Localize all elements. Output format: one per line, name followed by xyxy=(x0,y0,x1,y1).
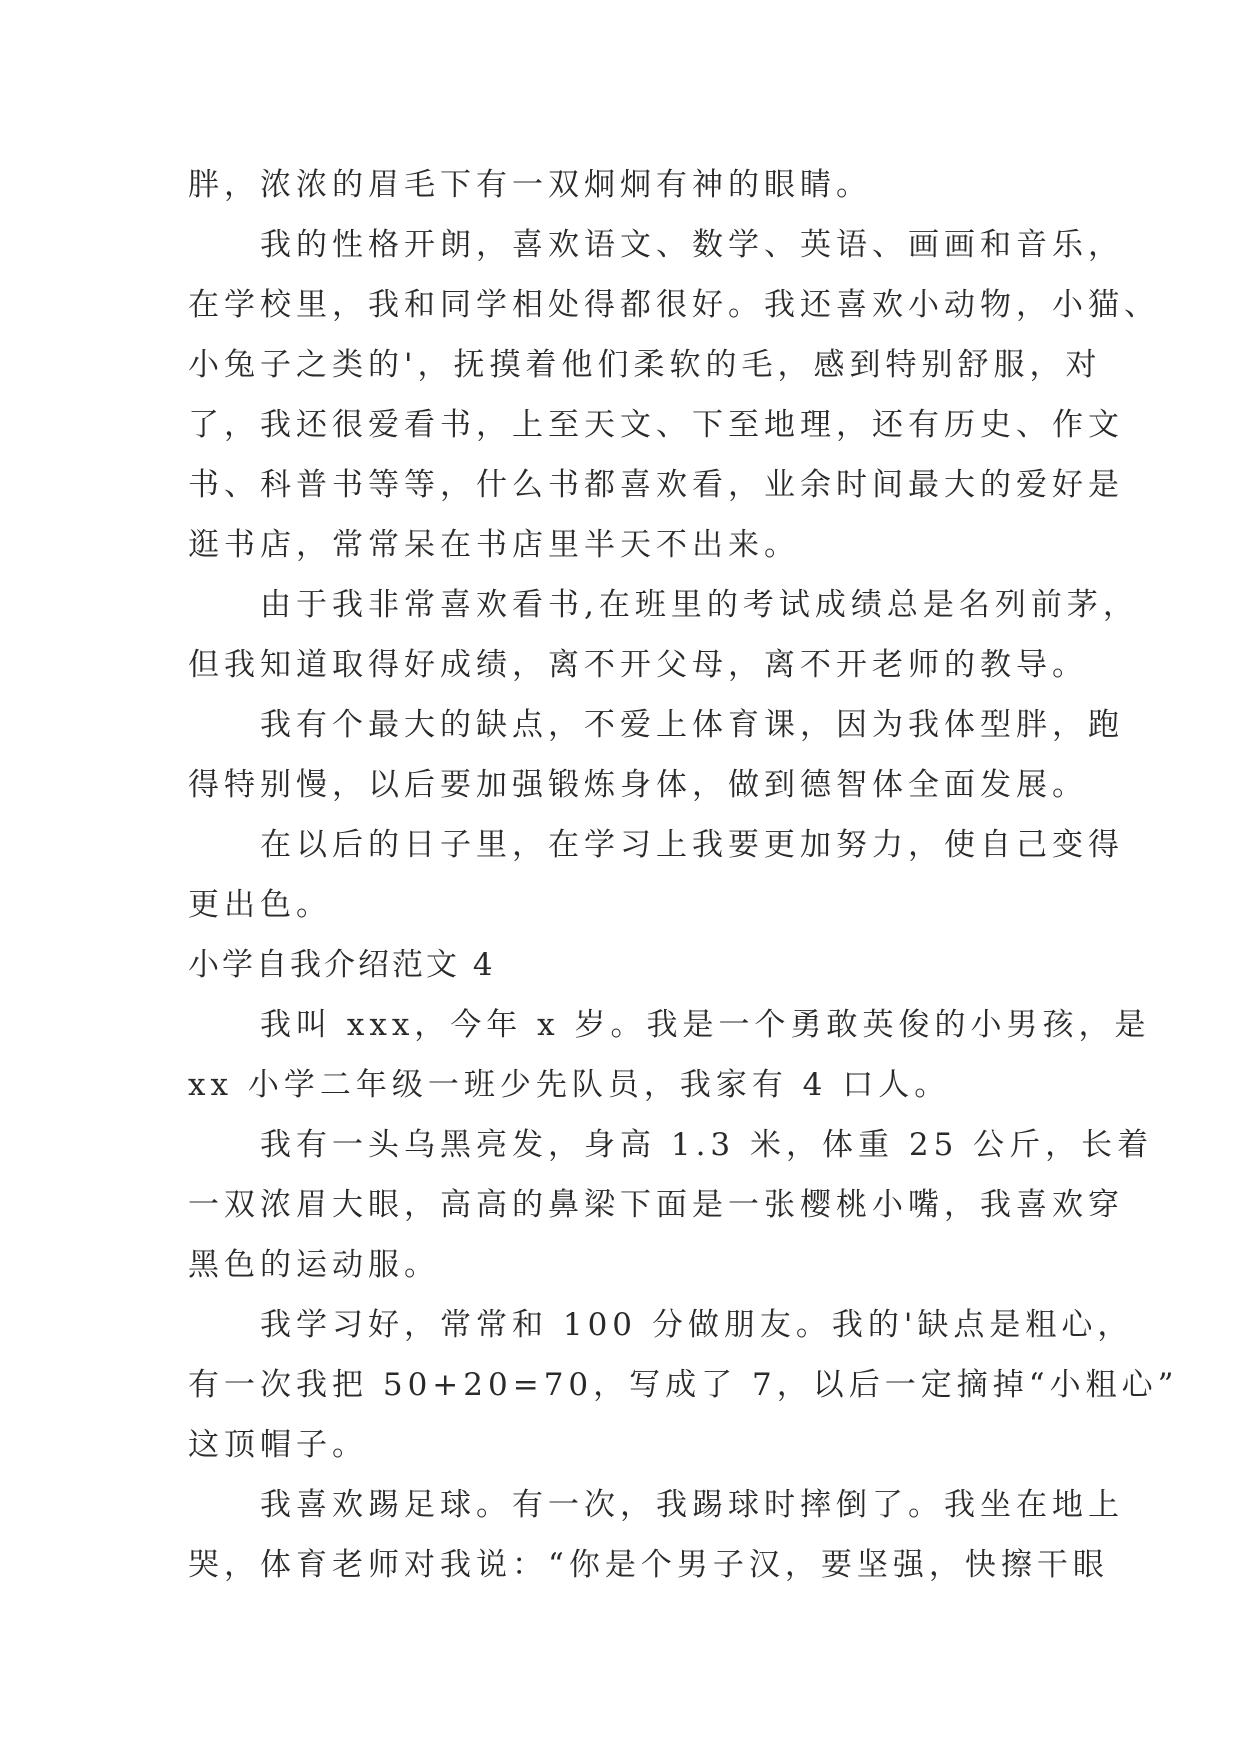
text-line: 得特别慢，以后要加强锻炼身体，做到德智体全面发展。 xyxy=(188,767,1088,803)
text-line: 有一次我把 50+20=70，写成了 7，以后一定摘掉“小粗心” xyxy=(188,1367,1179,1403)
text-line: 这顶帽子。 xyxy=(188,1427,368,1463)
paragraph-start-line: 我有个最大的缺点，不爱上体育课，因为我体型胖，跑 xyxy=(260,707,1124,743)
section-heading: 小学自我介绍范文 4 xyxy=(188,947,496,983)
text-line: 胖，浓浓的眉毛下有一双炯炯有神的眼睛。 xyxy=(188,167,872,203)
text-line: 更出色。 xyxy=(188,887,332,923)
text-line: 一双浓眉大眼，高高的鼻梁下面是一张樱桃小嘴，我喜欢穿 xyxy=(188,1187,1124,1223)
paragraph-start-line: 由于我非常喜欢看书,在班里的考试成绩总是名列前茅， xyxy=(260,587,1139,623)
text-line: 哭，体育老师对我说：“你是个男子汉，要坚强，快擦干眼 xyxy=(188,1547,1109,1583)
paragraph-start-line: 我的性格开朗，喜欢语文、数学、英语、画画和音乐， xyxy=(260,227,1124,263)
paragraph-start-line: 我有一头乌黑亮发，身高 1.3 米，体重 25 公斤，长着 xyxy=(260,1127,1154,1163)
paragraph-start-line: 在以后的日子里，在学习上我要更加努力，使自己变得 xyxy=(260,827,1124,863)
text-line: 黑色的运动服。 xyxy=(188,1247,440,1283)
text-line: 但我知道取得好成绩，离不开父母，离不开老师的教导。 xyxy=(188,647,1088,683)
text-line: 小兔子之类的'，抚摸着他们柔软的毛，感到特别舒服，对 xyxy=(188,347,1102,383)
text-line: 书、科普书等等，什么书都喜欢看，业余时间最大的爱好是 xyxy=(188,467,1124,503)
text-line: 在学校里，我和同学相处得都很好。我还喜欢小动物，小猫、 xyxy=(188,287,1160,323)
text-line: 逛书店，常常呆在书店里半天不出来。 xyxy=(188,527,800,563)
text-line: xx 小学二年级一班少先队员，我家有 4 口人。 xyxy=(188,1067,951,1103)
paragraph-start-line: 我喜欢踢足球。有一次，我踢球时摔倒了。我坐在地上 xyxy=(260,1487,1124,1523)
paragraph-start-line: 我学习好，常常和 100 分做朋友。我的'缺点是粗心， xyxy=(260,1307,1134,1343)
paragraph-start-line: 我叫 xxx，今年 x 岁。我是一个勇敢英俊的小男孩，是 xyxy=(260,1007,1151,1043)
text-line: 了，我还很爱看书，上至天文、下至地理，还有历史、作文 xyxy=(188,407,1124,443)
document-body xyxy=(188,155,1179,1595)
